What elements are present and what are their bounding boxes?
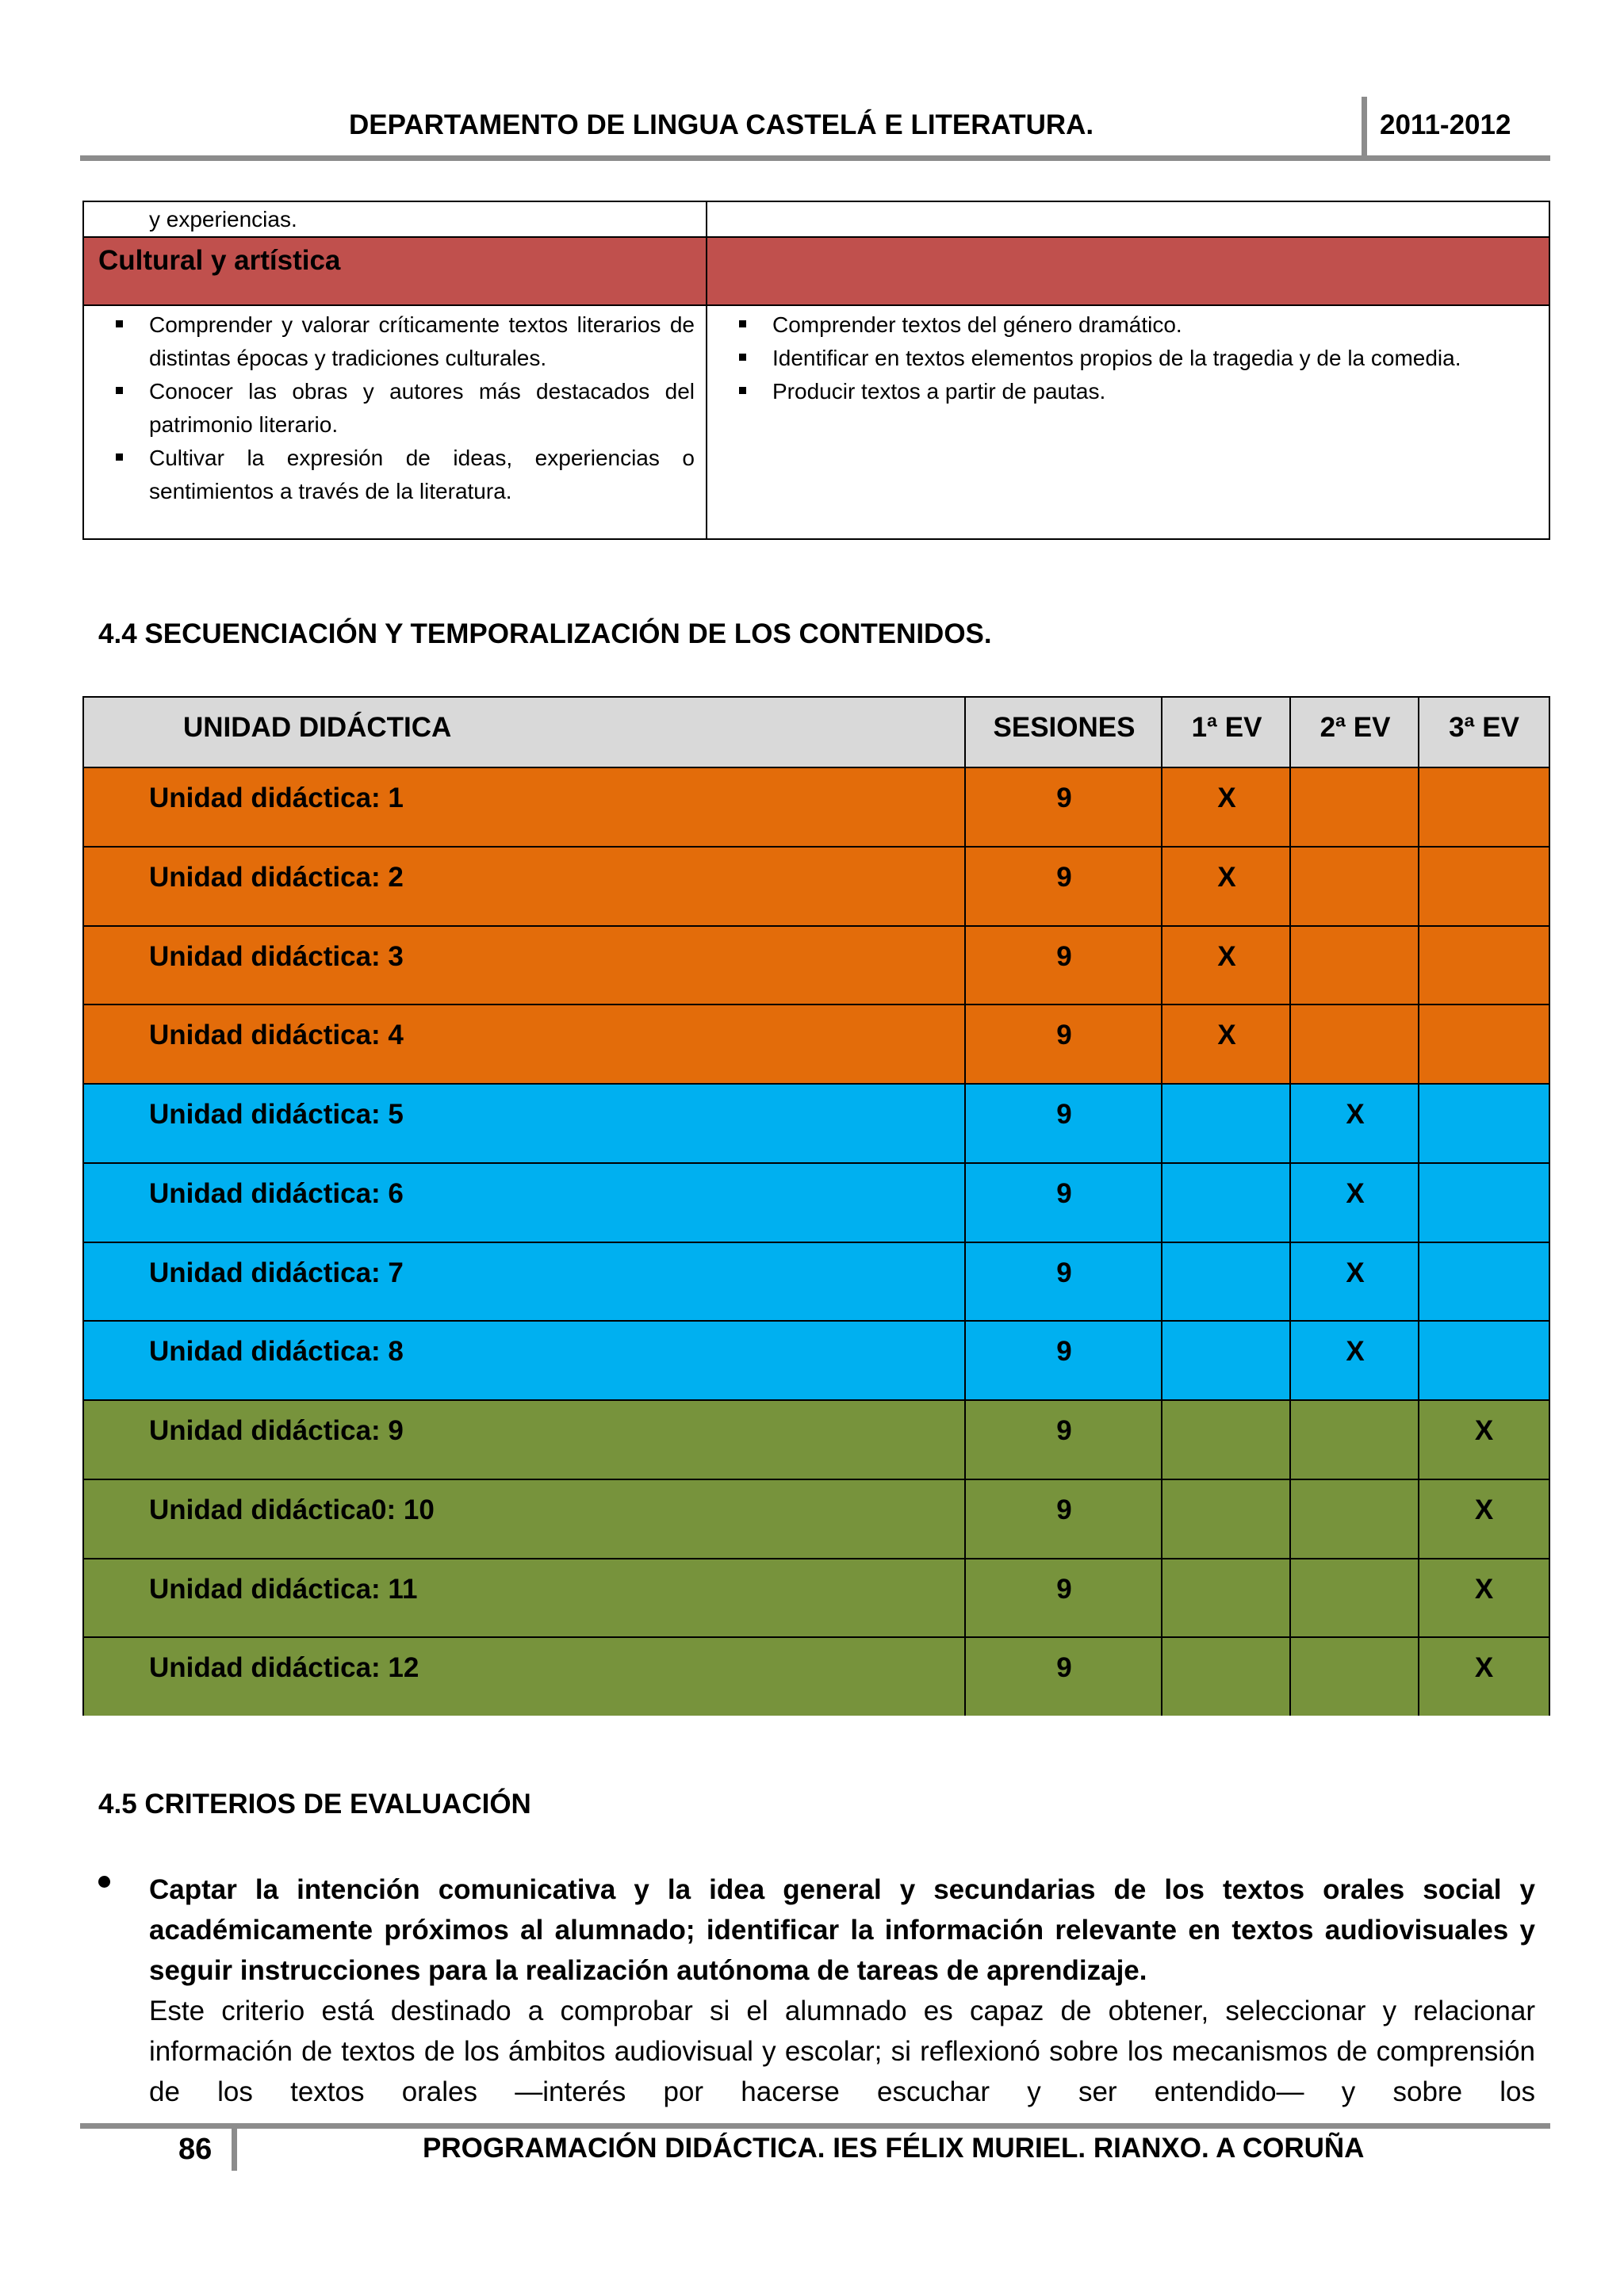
ev1-cell: X	[1217, 783, 1236, 813]
unit-name: Unidad didáctica: 3	[149, 940, 404, 972]
ev2-cell: X	[1346, 1257, 1365, 1288]
sessions-cell: 9	[1056, 940, 1072, 972]
unit-name: Unidad didáctica: 11	[149, 1573, 418, 1605]
footer-divider	[232, 2123, 237, 2171]
column-divider	[964, 1085, 966, 1162]
column-divider	[1289, 848, 1291, 925]
column-divider	[1161, 1243, 1162, 1321]
ev3-cell: X	[1474, 1652, 1494, 1684]
column-divider	[706, 202, 707, 538]
column-divider	[1161, 1322, 1162, 1399]
column-divider	[1289, 1638, 1291, 1716]
column-divider	[1418, 927, 1419, 1004]
column-divider	[1289, 1085, 1291, 1162]
column-divider	[1161, 1085, 1162, 1162]
criterion-heading: Captar la intención comunicativa y la idea general y secundarias de los textos orales social y académicamente próximos al alumnado; identificar la información relevante en textos audiovisuales y seguir instrucciones para la realización autónoma de tareas de aprendizaje.	[149, 1874, 1535, 1986]
table-row	[84, 1479, 1549, 1558]
ev2-cell: X	[1346, 1177, 1365, 1209]
column-divider	[964, 927, 966, 1004]
column-divider	[964, 1322, 966, 1399]
column-divider	[1161, 1005, 1162, 1083]
column-divider	[964, 1559, 966, 1637]
sessions-cell: 9	[1056, 861, 1072, 893]
column-divider	[1289, 927, 1291, 1004]
column-divider	[964, 1480, 966, 1558]
column-divider	[1161, 848, 1162, 925]
list-item: Comprender textos del género dramático.	[722, 308, 1538, 342]
ev2-cell	[1291, 1638, 1419, 1730]
column-divider	[1161, 698, 1162, 767]
table-row	[84, 1320, 1549, 1399]
column-divider	[1289, 698, 1291, 767]
competence-band-label: Cultural y artística	[98, 245, 341, 276]
ev3-cell: X	[1474, 1494, 1494, 1525]
schedule-table	[82, 696, 1550, 1716]
table-row	[84, 1399, 1549, 1479]
table-row	[84, 1004, 1549, 1083]
table-row	[84, 925, 1549, 1004]
table-row	[84, 1636, 1549, 1716]
column-divider	[1418, 1085, 1419, 1162]
table-row	[84, 1558, 1549, 1637]
sessions-cell: 9	[1056, 1020, 1072, 1051]
header-ev3: 3ª EV	[1449, 712, 1519, 743]
criterion-item	[98, 1869, 1535, 2112]
bullet-icon	[98, 1876, 110, 1888]
header-department-title: DEPARTAMENTO DE LINGUA CASTELÁ E LITERATURA.	[349, 109, 1094, 140]
list-item: Producir textos a partir de pautas.	[722, 375, 1538, 408]
list-item: Comprender y valorar críticamente textos literarios de distintas épocas y tradiciones culturales.	[98, 308, 695, 375]
column-divider	[1289, 768, 1291, 846]
column-divider	[1418, 1559, 1419, 1637]
table-row	[84, 1162, 1549, 1242]
unit-name: Unidad didáctica0: 10	[149, 1494, 435, 1525]
footer-rule	[80, 2123, 1550, 2129]
column-divider	[1161, 768, 1162, 846]
column-divider	[1289, 1005, 1291, 1083]
continuation-text: y experiencias.	[149, 207, 297, 232]
column-divider	[1418, 1243, 1419, 1321]
header-sessions: SESIONES	[993, 712, 1136, 743]
column-divider	[964, 848, 966, 925]
sessions-cell: 9	[1056, 1099, 1072, 1130]
column-divider	[964, 1164, 966, 1242]
ev2-cell: X	[1346, 1336, 1365, 1368]
ev1-cell: X	[1217, 861, 1236, 893]
column-divider	[1161, 1638, 1162, 1716]
competence-table	[82, 201, 1550, 540]
sessions-cell: 9	[1056, 1652, 1072, 1684]
column-divider	[1161, 1480, 1162, 1558]
column-divider	[1418, 848, 1419, 925]
unit-name: Unidad didáctica: 8	[149, 1336, 404, 1368]
list-item: Conocer las obras y autores más destacados del patrimonio literario.	[98, 375, 695, 442]
sessions-cell: 9	[1056, 1573, 1072, 1605]
header-year: 2011-2012	[1380, 109, 1511, 140]
column-divider	[1161, 1559, 1162, 1637]
unit-name: Unidad didáctica: 9	[149, 1415, 404, 1446]
ev3-cell: X	[1474, 1415, 1494, 1446]
sessions-cell: 9	[1056, 783, 1072, 813]
unit-name: Unidad didáctica: 5	[149, 1099, 404, 1130]
footer-text: PROGRAMACIÓN DIDÁCTICA. IES FÉLIX MURIEL. RIANXO. A CORUÑA	[423, 2133, 1365, 2164]
column-divider	[1289, 1164, 1291, 1242]
column-divider	[1161, 1164, 1162, 1242]
list-item: Identificar en textos elementos propios de la tragedia y de la comedia.	[722, 342, 1538, 375]
column-divider	[964, 1401, 966, 1479]
section-heading-4-5: 4.5 CRITERIOS DE EVALUACIÓN	[98, 1789, 531, 1820]
column-divider	[1418, 1164, 1419, 1242]
criterion-body: Este criterio está destinado a comprobar si el alumnado es capaz de obtener, seleccionar y relacionar información de textos de los ámbitos audiovisual y escolar; si reflexionó sobre los mecanismos de comprensión de los textos orales —interés por hacerse escuchar y ser entendido— y sobre los	[149, 1996, 1535, 2107]
column-divider	[964, 1005, 966, 1083]
column-divider	[1289, 1322, 1291, 1399]
sessions-cell: 9	[1056, 1257, 1072, 1288]
unit-name: Unidad didáctica: 12	[149, 1652, 419, 1684]
column-divider	[1418, 768, 1419, 846]
table-divider	[84, 304, 1549, 306]
ev1-cell: X	[1217, 940, 1236, 972]
column-divider	[1418, 1638, 1419, 1716]
page-number: 86	[178, 2133, 213, 2166]
competence-right-list	[722, 308, 1538, 408]
column-divider	[1161, 927, 1162, 1004]
unit-name: Unidad didáctica: 2	[149, 861, 404, 893]
ev3-cell: X	[1474, 1573, 1494, 1605]
header-ev2: 2ª EV	[1320, 712, 1391, 743]
column-divider	[1289, 1243, 1291, 1321]
column-divider	[1418, 698, 1419, 767]
sessions-cell: 9	[1056, 1494, 1072, 1525]
table-row	[84, 846, 1549, 925]
ev2-cell: X	[1346, 1099, 1365, 1130]
unit-name: Unidad didáctica: 4	[149, 1020, 404, 1051]
column-divider	[1418, 1005, 1419, 1083]
column-divider	[1418, 1322, 1419, 1399]
column-divider	[964, 768, 966, 846]
unit-name: Unidad didáctica: 1	[149, 783, 404, 813]
header-divider	[1362, 97, 1367, 160]
list-item: Cultivar la expresión de ideas, experiencias o sentimientos a través de la literatura.	[98, 442, 695, 508]
table-header-row	[84, 698, 1549, 767]
sessions-cell: 9	[1056, 1177, 1072, 1209]
sessions-cell: 9	[1056, 1415, 1072, 1446]
competence-left-list	[98, 308, 695, 508]
header-rule	[80, 155, 1550, 161]
column-divider	[1289, 1559, 1291, 1637]
table-row	[84, 1083, 1549, 1162]
unit-name: Unidad didáctica: 7	[149, 1257, 404, 1288]
column-divider	[1289, 1401, 1291, 1479]
column-divider	[1418, 1401, 1419, 1479]
unit-name: Unidad didáctica: 6	[149, 1177, 404, 1209]
column-divider	[964, 698, 966, 767]
header-unit: UNIDAD DIDÁCTICA	[183, 712, 452, 743]
column-divider	[1289, 1480, 1291, 1558]
section-heading-4-4: 4.4 SECUENCIACIÓN Y TEMPORALIZACIÓN DE LOS CONTENIDOS.	[98, 618, 992, 649]
sessions-cell: 9	[1056, 1336, 1072, 1368]
column-divider	[1418, 1480, 1419, 1558]
header-ev1: 1ª EV	[1191, 712, 1262, 743]
column-divider	[964, 1638, 966, 1716]
column-divider	[964, 1243, 966, 1321]
column-divider	[1161, 1401, 1162, 1479]
table-row	[84, 767, 1549, 846]
ev1-cell	[1162, 1638, 1291, 1730]
ev1-cell: X	[1217, 1020, 1236, 1051]
table-row	[84, 1242, 1549, 1321]
